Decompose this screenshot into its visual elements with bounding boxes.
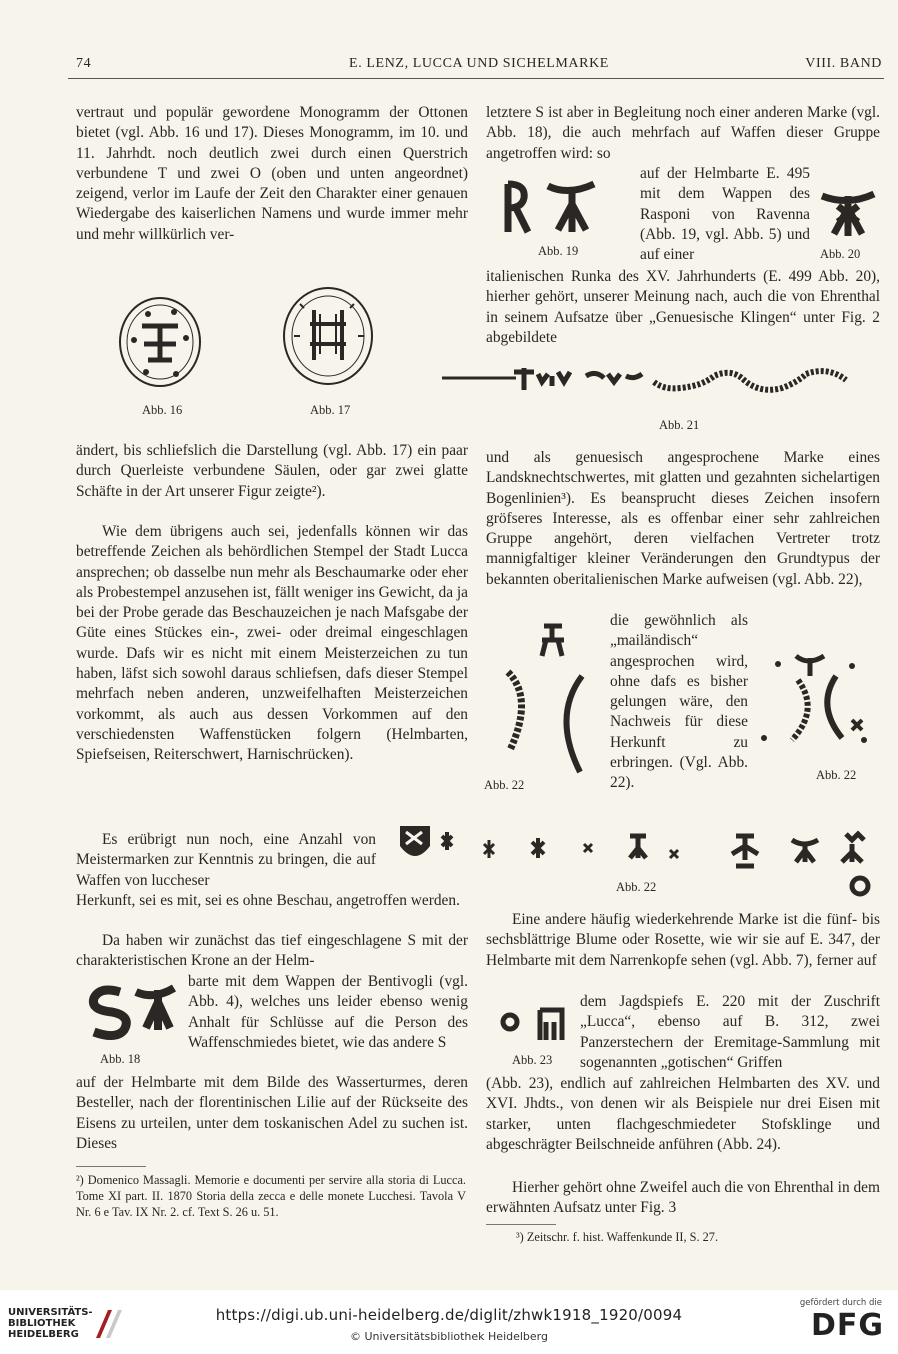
caption-abb21: Abb. 21 — [659, 418, 700, 432]
left-paragraph-2: ändert, bis schliefslich die Darstellung (vgl. Abb. 17) ein paar durch Querleiste verbundene Säulen, oder gar zwei glatte Schäfte in der Art unserer Figur zeigte²). — [76, 442, 468, 500]
running-header — [76, 56, 882, 76]
right-paragraph-3b: dem Jagdspiefs E. 220 mit der Zuschrift „Lucca“, ebenso auf B. 312, zwei Panzerstechern der Eremitage-Sammlung mit sogenannten „gotischen“ Griffen — [580, 993, 880, 1071]
right-paragraph-1: letztere S ist aber in Begleitung noch einer anderen Marke (vgl. Abb. 18), die auch mehrfach auf Waffen dieser Gruppe angetroffen wird: so — [486, 104, 880, 162]
caption-abb23: Abb. 23 — [512, 1053, 553, 1067]
left-footnote-rule — [76, 1166, 146, 1167]
right-paragraph-3: Eine andere häufig wiederkehrende Marke ist die fünf- bis sechsblättrige Blume oder Rosette, wie wir sie auf E. 347, der Helmbarte mit dem Narrenkopfe sehen (vgl. Abb. 7), ferner auf — [486, 911, 880, 969]
abb22-sickle-marks-left-figure — [500, 620, 600, 780]
caption-abb17: Abb. 17 — [310, 403, 351, 417]
page-number: 74 — [76, 56, 92, 71]
left-paragraph-5b: barte mit dem Wappen der Bentivogli (vgl. Abb. 4), welches uns leider ebenso wenig Anhalt für Schlüsse auf die Person des Waffenschmiedes bietet, wie das andere S — [188, 973, 468, 1051]
volume-label: VIII. BAND — [805, 56, 882, 71]
caption-abb16: Abb. 16 — [142, 403, 183, 417]
right-paragraph-1b: auf der Helmbarte E. 495 mit dem Wappen des Rasponi von Ravenna (Abb. 19, vgl. Abb. 5) und auf einer — [640, 165, 810, 264]
right-footnote: ³) Zeitschr. f. hist. Waffenkunde II, S. 27. — [516, 1230, 719, 1244]
right-paragraph-2: und als genuesisch angesprochene Marke eines Landsknechtschwertes, mit glatten und gezahnten sichelartigen Bogenlinien³). Es beansprucht dieses Zeichen insofern gröfseres Interesse, als es offenbar einer sehr zahlreichen Gruppe angehört, deren vielfachen Vertreter trotz mannigfaltiger kleiner Veränderungen den Grundtypus der bekannten oberitalienischen Marke aufweisen (vgl. Abb. 22), — [486, 449, 880, 588]
abb20-mark-figure — [818, 184, 878, 240]
right-footnote-rule — [486, 1224, 556, 1225]
left-footnote: ²) Domenico Massagli. Memorie e documenti per servire alla storia di Lucca. Tome XI part. II. 1870 Storia della zecca e delle monete Lucchesi. Tavola V Nr. 6 e Tav. IX Nr. 2. cf. Text S. 26 u. 51. — [76, 1173, 466, 1219]
abb22-sickle-marks-right-figure — [756, 640, 880, 760]
permalink-url[interactable]: https://digi.ub.uni-heidelberg.de/diglit/zhwk1918_1920/0094 — [215, 1306, 683, 1324]
left-paragraph-5a: Da haben wir zunächst das tief eingeschlagene S mit der charakteristischen Krone an der Helm- — [76, 932, 468, 970]
running-title: E. LENZ, LUCCA UND SICHELMARKE — [349, 56, 609, 71]
left-paragraph-5c: auf der Helmbarte mit dem Bilde des Wasserturmes, deren Besteller, nach der florentinischen Lilie auf der Rückseite des Eisens zu urteilen, unter dem toskanischen Adel zu suchen ist. Dieses — [76, 1074, 468, 1152]
right-paragraph-1c: italienischen Runka des XV. Jahrhunderts (E. 499 Abb. 20), hierher gehört, unserer Meinung nach, auch die von Ehrenthal in seinem Aufsatze über „Genuesische Klingen“ unter Fig. 2 abgebildete — [486, 268, 880, 346]
left-paragraph-1: vertraut und populär gewordene Monogramm der Ottonen bietet (vgl. Abb. 16 und 17). Dieses Monogramm, im 10. und 11. Jahrhdt. noch deutlich zwei durch einen Querstrich verbundene T und zwei O (oben und unten angeordnet) zeigend, verlor im Laufe der Zeit den Charakter einer genauen Wiedergabe des kaiserlichen Namens und wurde immer mehr und mehr willkürlich ver- — [76, 104, 468, 243]
coin-abb17-figure — [280, 284, 375, 389]
dfg-logo: DFG — [810, 1308, 884, 1343]
right-paragraph-4: Hierher gehört ohne Zweifel auch die von Ehrenthal in dem erwähnten Aufsatz unter Fig. 3 — [486, 1179, 880, 1217]
page-footer — [0, 1290, 898, 1354]
caption-abb22-left: Abb. 22 — [484, 778, 525, 792]
abb23-rosette-mark-figure — [494, 1004, 574, 1046]
abb18-s-crown-mark — [86, 980, 186, 1038]
right-paragraph-3c: (Abb. 23), endlich auf zahlreichen Helmbarten des XV. und XVI. Jhdts., von denen wir als Beispiele nur drei Eisen mit starker, unten flachgeschmiedeter Stofsklinge und abgeschrägter Beilschneide anführen (Abb. 24). — [486, 1075, 880, 1153]
left-paragraph-4a: Es erübrigt nun noch, eine Anzahl von Meistermarken zur Kenntnis zu bringen, die auf Waffen von luccheser — [76, 831, 376, 889]
left-paragraph-3: Wie dem übrigens auch sei, jedenfalls können wir das betreffende Zeichen als behördlichen Stempel der Stadt Lucca ansprechen; ob dasselbe nun mehr als Beschaumarke oder eher als Probestempel anzusehen ist, fällt weniger ins Gewicht, da ja bei der Probe gerade das Beschauzeichen je nach Mafsgabe der Güte eines Stückes ein-, zwei- oder dreimal eingeschlagen wurde. Dafs wir es nicht mit einem Meisterzeichen zu tun haben, läfst sich sowohl daraus schliefsen, dafs dieser Stempel mehrfach neben anderen, unzweifelhaften Meisterzeichen vorkommt, als auch aus dessen Vorkommen auf den verschiedensten Waffenstücken folgern (Helmbarten, Spiefseisen, Reiterschwert, Harnischrücken). — [76, 523, 468, 764]
copyright-notice: © Universitätsbibliothek Heidelberg — [349, 1330, 548, 1343]
left-paragraph-4b: Herkunft, sei es mit, sei es ohne Beschau, angetroffen werden. — [76, 892, 460, 909]
caption-abb22-bottom: Abb. 22 — [616, 880, 657, 894]
caption-abb19: Abb. 19 — [538, 244, 579, 258]
abb19-mark-figure — [496, 176, 616, 238]
right-paragraph-2b: die gewöhnlich als „mailändisch“ angesprochen wird, ohne dafs es bisher gelungen wäre, den Nachweis für diese Herkunft zu erbringen. (Vgl. Abb. 22). — [610, 612, 748, 792]
library-logo: UNIVERSITÄTS- BIBLIOTHEK HEIDELBERG — [8, 1307, 93, 1340]
header-rule — [68, 78, 884, 79]
abb21-blade-mark-figure — [440, 364, 876, 410]
funding-note: gefördert durch die — [799, 1298, 882, 1308]
caption-abb22-right: Abb. 22 — [816, 768, 857, 782]
abb22-mark-row-figure — [474, 830, 880, 898]
caption-abb20: Abb. 20 — [820, 247, 861, 261]
coin-abb16-figure — [118, 292, 208, 392]
caption-abb18: Abb. 18 — [100, 1052, 141, 1066]
master-mark-shield-figure — [398, 822, 468, 868]
